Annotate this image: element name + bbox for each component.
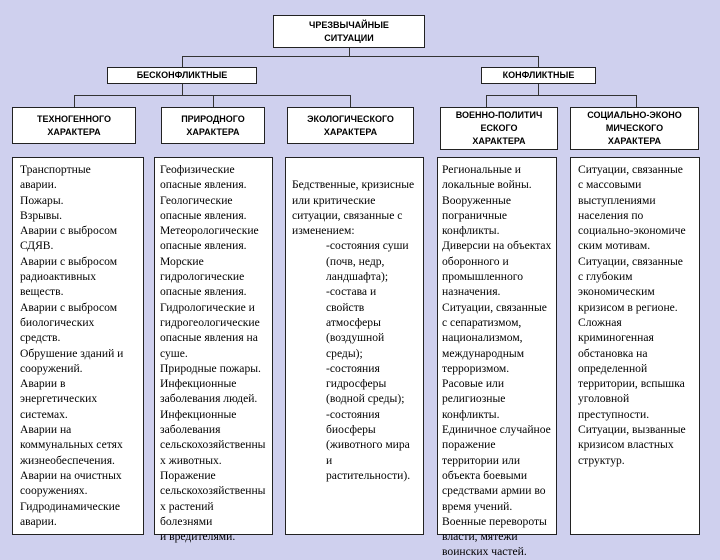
group-nonconflict: БЕСКОНФЛИКТНЫЕ [107, 67, 257, 84]
connector-nonconflict-down [182, 83, 183, 95]
connector-root-down [349, 47, 350, 56]
category-natural: ПРИРОДНОГО ХАРАКТЕРА [161, 107, 265, 144]
connector-to-ecological [350, 95, 351, 107]
connector-to-natural [213, 95, 214, 107]
column-military: Региональные и локальные войны. Вооруженные пограничные конфликты. Диверсии на объектах оборонного и промышленного назначения. Ситуации, связанные с сепаратизмом, национализмом, международным терроризмом. Расовые или религиозные конфликты. Единичное случайное поражение территории или объекта боевыми средствами армии во время учений. Военные перевороты власти, мятежи воинских частей. [437, 157, 557, 535]
column-technogenic: Транспортные аварии. Пожары. Взрывы. Аварии с выбросом СДЯВ. Аварии с выбросом радиоактивных веществ. Аварии с выбросом биологических средств. Обрушение зданий и сооружений. Аварии в энергетических системах. Аварии на коммунальных сетях жизнеобеспечения. Аварии на очистных сооружениях. Гидродинамические аварии. [12, 157, 144, 535]
category-social: СОЦИАЛЬНО-ЭКОНО МИЧЕСКОГО ХАРАКТЕРА [570, 107, 699, 150]
connector-to-social [636, 95, 637, 107]
column-ecological [285, 157, 424, 535]
category-ecological: ЭКОЛОГИЧЕСКОГО ХАРАКТЕРА [287, 107, 414, 144]
ecological-items: -состояния суши (почв, недр, ландшафта); -состава и свойств атмосферы (воздушной среды); -состояния гидросферы (водной среды); -состояния биосферы (животного мира и растительности). [326, 239, 411, 482]
ecological-intro: Бедственные, кризисные или критические ситуации, связанные с изменением: [292, 178, 415, 238]
connector-to-conflict [538, 56, 539, 67]
category-military: ВОЕННО-ПОЛИТИЧ ЕСКОГО ХАРАКТЕРА [440, 107, 558, 150]
connector-to-nonconflict [182, 56, 183, 67]
connector-to-technogenic [74, 95, 75, 107]
group-conflict: КОНФЛИКТНЫЕ [481, 67, 596, 84]
root-node: ЧРЕЗВЫЧАЙНЫЕ СИТУАЦИИ [273, 15, 425, 48]
connector-conflict-bar [486, 95, 636, 96]
connector-conflict-down [538, 83, 539, 95]
column-natural: Геофизические опасные явления. Геологические опасные явления. Метеорологические опасные явления. Морские гидрологические опасные явления. Гидрологические и гидрогеологические опасные явления на суше. Природные пожары. Инфекционные заболевания людей. Инфекционные заболевания сельскохозяйственны х животных. Поражение сельскохозяйственны х растений болезнями и вредителями. [154, 157, 273, 535]
connector-nonconflict-bar [74, 95, 350, 96]
category-technogenic: ТЕХНОГЕННОГО ХАРАКТЕРА [12, 107, 136, 144]
column-social: Ситуации, связанные с массовыми выступлениями населения по социально-экономиче ским мотивам. Ситуации, связанные с глубоким экономическим кризисом в регионе. Сложная криминогенная обстановка на определенной территории, вспышка уголовной преступности. Ситуации, вызванные кризисом властных структур. [570, 157, 700, 535]
connector-to-military [486, 95, 487, 107]
connector-root-bar [182, 56, 538, 57]
